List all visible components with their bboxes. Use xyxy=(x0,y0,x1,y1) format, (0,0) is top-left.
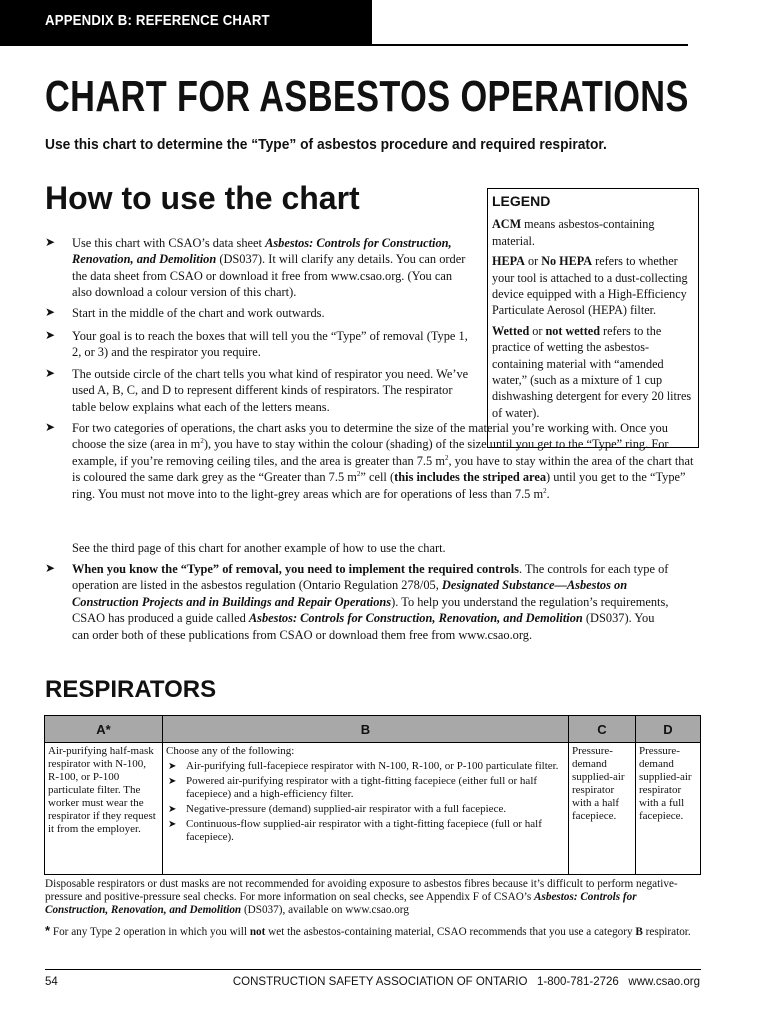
disposable-respirator-note: Disposable respirators or dust masks are not recommended for avoiding exposure to asbestos fibres because it’s difficult to perform negative-pressure and positive-pressure seal checks. For more information on seal checks, see Appendix F of CSAO’s Asbestos: Controls for Construction, Renovation, and Demolition (DS037), available on www.csao.org xyxy=(45,878,678,917)
legend-hepa: HEPA or No HEPA refers to whether your tool is attached to a dust-collecting device equipped with a High-Efficiency Particulate Aerosol (HEPA) filter. xyxy=(492,254,688,318)
legend-acm: ACM means asbestos-containing material. xyxy=(492,217,655,248)
cell-b-list xyxy=(166,760,565,844)
arrow-bullet-icon: ➤ xyxy=(45,561,56,575)
arrow-bullet-icon: ➤ xyxy=(168,819,177,830)
arrow-bullet-icon: ➤ xyxy=(168,804,177,815)
bullet-text: When you know the “Type” of removal, you need to implement the required controls. The controls for each type of operation are listed in the asbestos regulation (Ontario Regulation 278/05, Designated Substance—Asbestos on Construction Projects and in Buildings and Repair Operations). To help you understand the regulation’s requirements, CSAO has produced a guide called Asbestos: Controls for Construction, Renovation, and Demolition (DS037). You can order both of these publications from CSAO or download them free from www.csao.org. xyxy=(72,562,669,642)
page-title: CHART FOR ASBESTOS OPERATIONS xyxy=(45,72,689,121)
list-item: ➤ Continuous-flow supplied-air respirator with a tight-fitting facepiece (full or half facepiece). xyxy=(168,818,542,843)
header-rule xyxy=(372,44,688,46)
cell-b-intro: Choose any of the following: xyxy=(166,745,295,757)
bullet-text: Your goal is to reach the boxes that will tell you the “Type” of removal (Type 1, 2, or 3) and the respirator you require. xyxy=(72,329,468,360)
bullet-6 xyxy=(45,561,673,643)
list-item: ➤ Air-purifying full-facepiece respirator with N-100, R-100, or P-100 particulate filter. xyxy=(168,760,559,772)
column-header-b: B xyxy=(163,716,569,743)
page-subtitle: Use this chart to determine the “Type” of asbestos procedure and required respirator. xyxy=(45,136,607,153)
bullet-1 xyxy=(45,235,475,301)
see-third-page-note: See the third page of this chart for another example of how to use the chart. xyxy=(72,541,446,555)
bullet-text: Use this chart with CSAO’s data sheet Asbestos: Controls for Construction, Renovation, and Demolition (DS037). It will clarify any details. You can order the data sheet from CSAO or download it free from www.csao.org. (You can also download a colour version of this chart). xyxy=(72,236,466,300)
bullet-5 xyxy=(45,420,700,502)
cell-b xyxy=(163,743,569,875)
list-item: ➤ Negative-pressure (demand) supplied-air respirator with a full facepiece. xyxy=(168,803,507,815)
header-band xyxy=(0,0,372,46)
bullet-2 xyxy=(45,305,475,321)
page-number: 54 xyxy=(45,976,58,988)
list-item: ➤ Powered air-purifying respirator with a tight-fitting facepiece (either full or half facepiece) and a high-efficiency filter. xyxy=(168,775,538,800)
legend-wetted: Wetted or not wetted refers to the practice of wetting the asbestos-containing material with “amended water,” (such as a mixture of 1 cup dishwashing detergent for every 20 litres of water). xyxy=(492,323,692,420)
column-header-c: C xyxy=(569,716,636,743)
asterisk-note: * For any Type 2 operation in which you will not wet the asbestos-containing material, CSAO recommends that you use a category B respirator. xyxy=(45,923,691,938)
footer-rule xyxy=(45,969,701,970)
bullet-text: For two categories of operations, the chart asks you to determine the size of the material you’re working with. Once you choose the size (area in $m^2$), you have to stay within the colour (shading) of the size until you get to the “Type” ring. For example, if you’re removing ceiling tiles, and the area is greater than 7.5 $m^2$, you have to stay within the area of the chart that is coloured the same dark grey as the “Greater than 7.5 $m^2$” cell (this includes the striped area) until you get to the “Type” ring. You must not move into to the light-grey areas which are for operations of less than 7.5 $m^2$. xyxy=(72,421,694,501)
respirators-heading: RESPIRATORS xyxy=(45,676,217,703)
legend-heading: LEGEND xyxy=(492,193,551,209)
bullet-text: Start in the middle of the chart and work outwards. xyxy=(72,306,325,320)
arrow-bullet-icon: ➤ xyxy=(45,366,56,380)
cell-c: Pressure-demand supplied-air respirator with a half facepiece. xyxy=(569,743,636,875)
arrow-bullet-icon: ➤ xyxy=(45,328,56,342)
respirator-table xyxy=(44,715,701,875)
arrow-bullet-icon: ➤ xyxy=(168,776,177,787)
howto-heading: How to use the chart xyxy=(45,180,360,216)
bullet-4 xyxy=(45,366,475,415)
bullet-3 xyxy=(45,328,475,361)
asterisk-mark: * xyxy=(45,923,51,938)
arrow-bullet-icon: ➤ xyxy=(168,761,177,772)
column-header-d: D xyxy=(636,716,701,743)
arrow-bullet-icon: ➤ xyxy=(45,235,56,249)
arrow-bullet-icon: ➤ xyxy=(45,420,56,434)
footer-org-info: CONSTRUCTION SAFETY ASSOCIATION OF ONTARIO 1-800-781-2726 www.csao.org xyxy=(232,976,700,988)
cell-d: Pressure-demand supplied-air respirator with a full facepiece. xyxy=(636,743,701,875)
header-band-text: APPENDIX B: REFERENCE CHART xyxy=(45,12,270,29)
arrow-bullet-icon: ➤ xyxy=(45,305,56,319)
table-header-row xyxy=(45,716,701,743)
legend-box xyxy=(487,188,699,448)
cell-a: Air-purifying half-mask respirator with N-100, R-100, or P-100 particulate filter. The worker must wear the respirator if they request it from the employer. xyxy=(45,743,163,875)
bullet-text: The outside circle of the chart tells you what kind of respirator you need. We’ve used A, B, C, and D to represent different kinds of respirators. The respirator table below explains what each of the letters means. xyxy=(72,367,469,414)
table-row xyxy=(45,743,701,875)
column-header-a: A* xyxy=(45,716,163,743)
